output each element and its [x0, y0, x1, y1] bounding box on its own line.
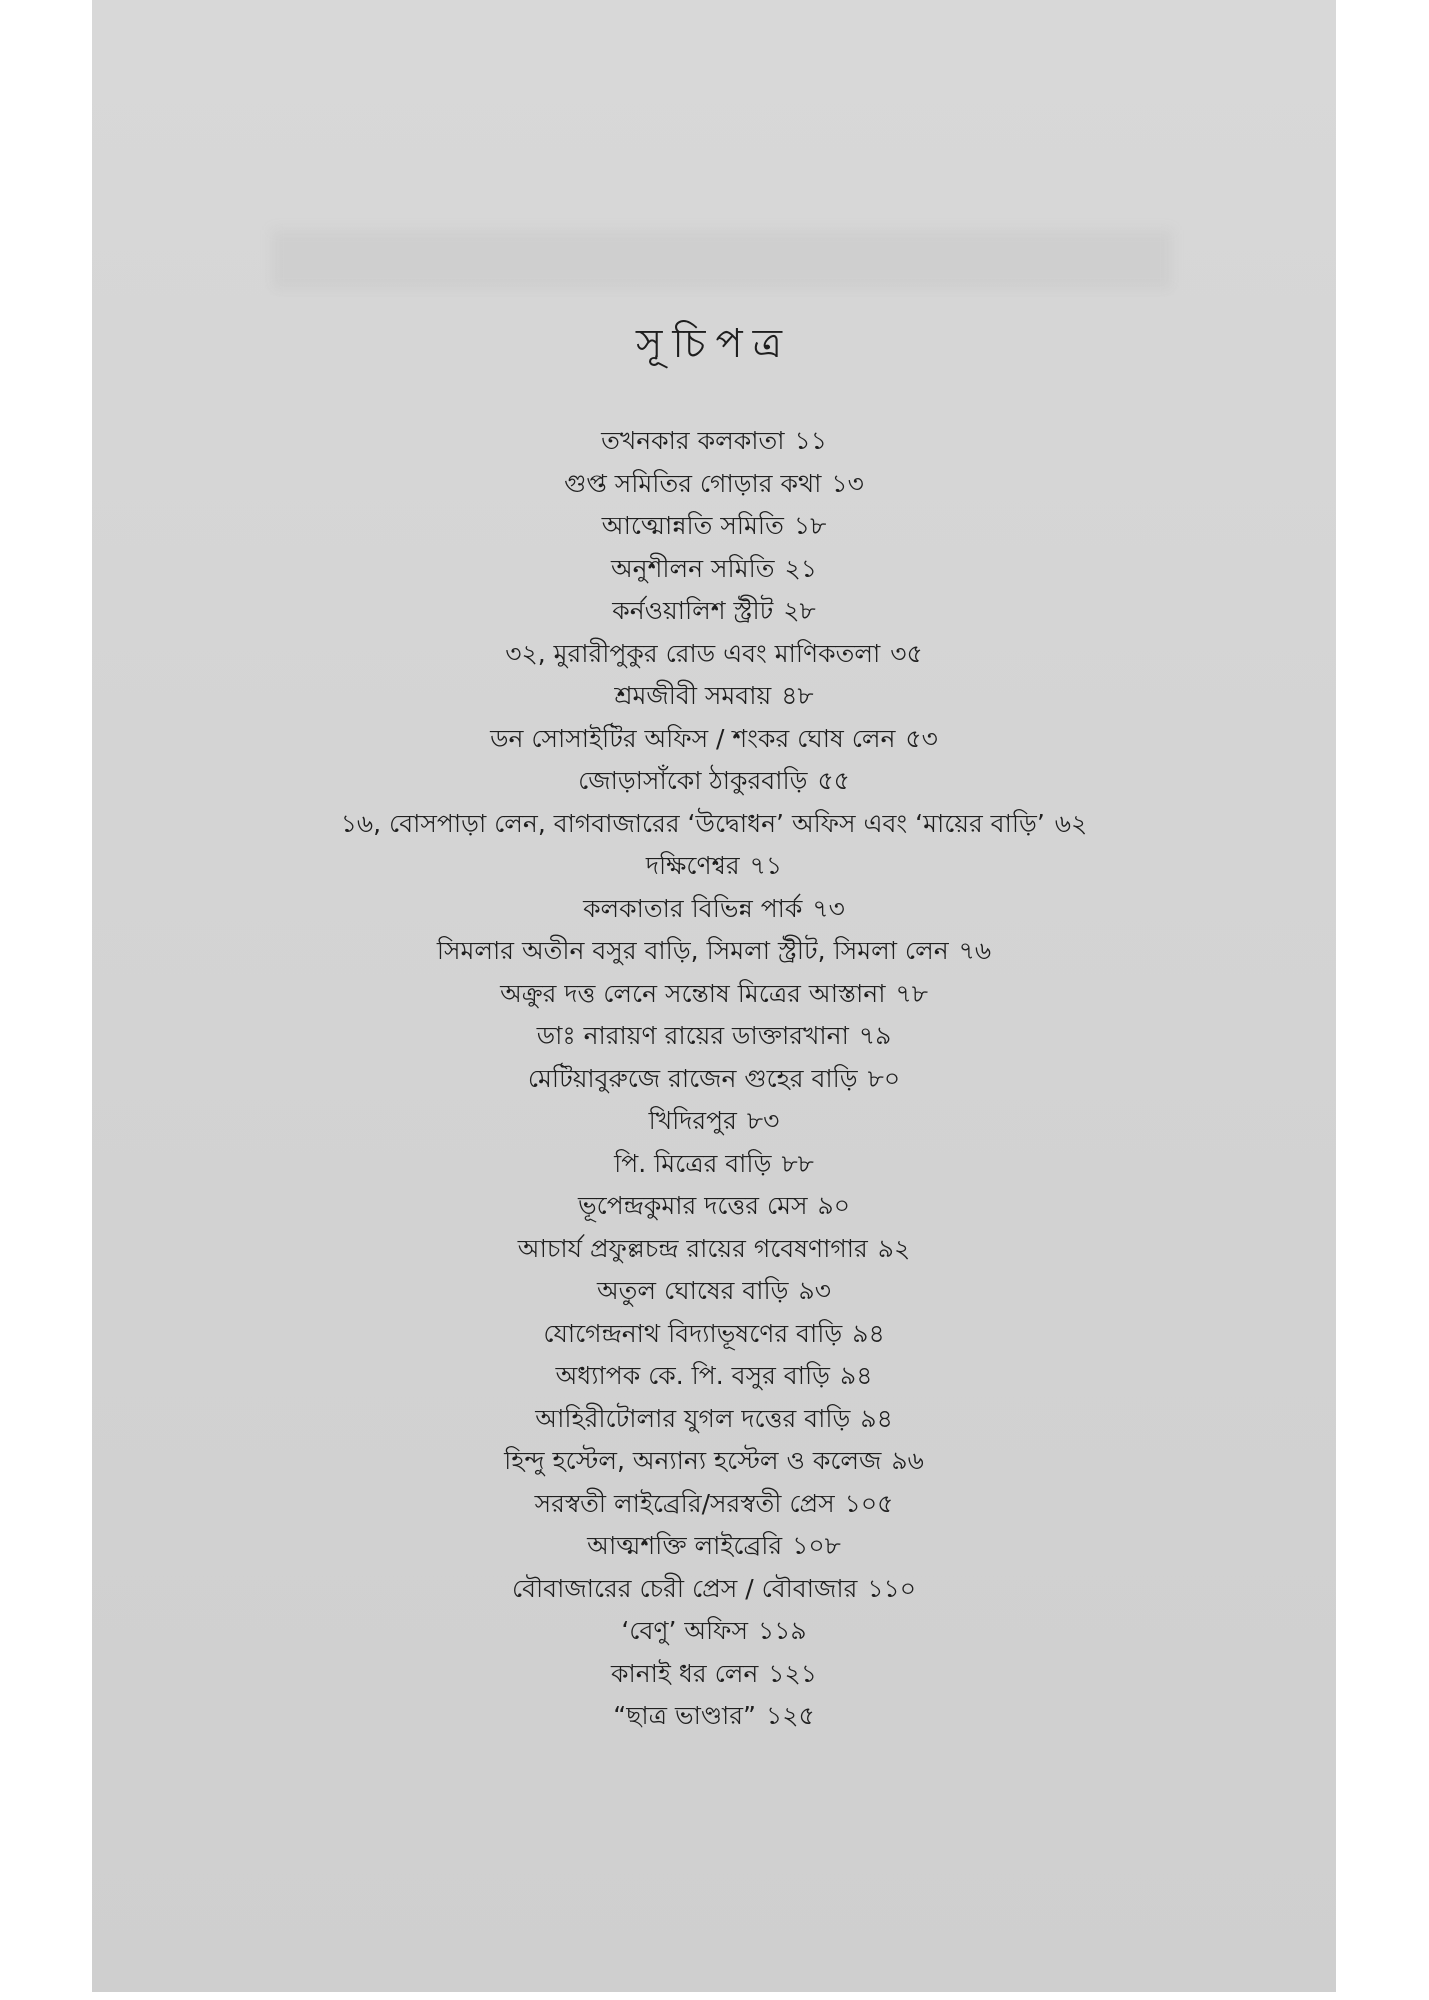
toc-entry-page-number: ৮০	[867, 1063, 901, 1093]
toc-entry-page-number: ২১	[784, 553, 817, 583]
toc-entry	[92, 1610, 1336, 1653]
toc-entry-page-number: ১২১	[768, 1658, 817, 1688]
toc-entry	[92, 675, 1336, 718]
toc-entry-title: যোগেন্দ্রনাথ বিদ্যাভূষণের বাড়ি	[543, 1318, 843, 1348]
toc-entry-title: আহিরীটোলার যুগল দত্তের বাড়ি	[535, 1403, 851, 1433]
toc-entry	[92, 1525, 1336, 1568]
toc-entry-page-number: ৯৩	[798, 1276, 831, 1305]
toc-entry-page-number: ৭৮	[895, 978, 928, 1008]
toc-entry-page-number: ৯৪	[860, 1403, 893, 1433]
toc-entry-page-number: ৭৯	[858, 1021, 892, 1050]
toc-entry	[92, 1143, 1336, 1186]
bleed-through-text	[272, 230, 1172, 290]
toc-entry	[92, 760, 1336, 803]
toc-entry	[92, 1568, 1336, 1611]
toc-entry-page-number: ১১০	[867, 1573, 917, 1603]
table-of-contents	[92, 420, 1336, 1738]
toc-entry-title: ‘বেণু’ অফিস	[621, 1616, 748, 1645]
toc-entry	[92, 1228, 1336, 1271]
toc-entry	[92, 1015, 1336, 1058]
toc-entry-page-number: ৭৩	[812, 893, 845, 923]
toc-entry	[92, 1653, 1336, 1696]
toc-entry-page-number: ৯৪	[839, 1361, 873, 1390]
toc-entry-title: ১৬, বোসপাড়া লেন, বাগবাজারের ‘উদ্বোধন’ অফিস এবং ‘মায়ের বাড়ি’	[340, 808, 1045, 838]
toc-entry-title: অনুশীলন সমিতি	[611, 553, 775, 583]
toc-entry	[92, 548, 1336, 591]
toc-entry-title: পি. মিত্রের বাড়ি	[614, 1148, 772, 1178]
toc-entry-title: ডন সোসাইটির অফিস / শংকর ঘোষ লেন	[490, 723, 896, 753]
toc-entry	[92, 973, 1336, 1016]
toc-entry-title: খিদিরপুর	[648, 1106, 737, 1135]
toc-entry-title: শ্রমজীবী সমবায়	[614, 681, 772, 710]
toc-entry	[92, 888, 1336, 931]
toc-entry-page-number: ৬২	[1054, 808, 1088, 838]
toc-entry	[92, 1058, 1336, 1101]
toc-entry-title: আত্মোন্নতি সমিতি	[601, 511, 784, 540]
toc-entry-page-number: ৪৮	[781, 681, 814, 710]
toc-entry-title: কলকাতার বিভিন্ন পার্ক	[583, 893, 803, 923]
toc-entry-title: আচার্য প্রফুল্লচন্দ্র রায়ের গবেষণাগার	[517, 1233, 868, 1263]
toc-entry	[92, 1355, 1336, 1398]
toc-entry	[92, 930, 1336, 973]
toc-entry	[92, 1440, 1336, 1483]
toc-entry	[92, 463, 1336, 506]
toc-entry-title: অতুল ঘোষের বাড়ি	[597, 1276, 789, 1305]
toc-entry-page-number: ৩৫	[890, 638, 923, 668]
toc-entry-title: সিমলার অতীন বসুর বাড়ি, সিমলা স্ট্রীট, সিমলা লেন	[436, 936, 949, 965]
toc-entry-page-number: ৮৩	[746, 1106, 780, 1135]
toc-entry-page-number: ৫৩	[905, 723, 938, 753]
toc-entry	[92, 1313, 1336, 1356]
toc-entry-page-number: ১০৮	[792, 1531, 841, 1560]
toc-entry	[92, 590, 1336, 633]
toc-entry-title: ৩২, মুরারীপুকুর রোড এবং মাণিকতলা	[505, 638, 881, 668]
toc-entry	[92, 1100, 1336, 1143]
toc-entry-page-number: ১০৫	[844, 1488, 894, 1518]
book-page	[92, 0, 1336, 1992]
toc-entry-title: ডাঃ নারায়ণ রায়ের ডাক্তারখানা	[536, 1021, 849, 1050]
toc-entry-title: কর্নওয়ালিশ স্ট্রীট	[612, 596, 774, 625]
toc-entry-page-number: ১৮	[793, 511, 827, 540]
toc-entry-title: মেটিয়াবুরুজে রাজেন গুহের বাড়ি	[527, 1063, 858, 1093]
toc-entry-page-number: ৮৮	[781, 1148, 814, 1178]
toc-entry	[92, 1398, 1336, 1441]
toc-entry-page-number: ৯৪	[852, 1318, 885, 1348]
toc-entry-title: অধ্যাপক কে. পি. বসুর বাড়ি	[555, 1361, 830, 1390]
toc-entry-page-number: ৭৬	[958, 936, 992, 965]
toc-entry-title: বৌবাজারের চেরী প্রেস / বৌবাজার	[511, 1573, 858, 1603]
toc-entry-page-number: ১২৫	[766, 1701, 815, 1730]
toc-entry	[92, 1270, 1336, 1313]
toc-entry	[92, 1695, 1336, 1738]
toc-entry-title: অক্রুর দত্ত লেনে সন্তোষ মিত্রের আস্তানা	[500, 978, 886, 1008]
toc-entry-title: আত্মশক্তি লাইব্রেরি	[587, 1531, 783, 1560]
page-title: সূচিপত্র	[636, 321, 792, 367]
toc-entry	[92, 420, 1336, 463]
toc-entry-page-number: ১১	[794, 426, 827, 455]
toc-entry	[92, 1483, 1336, 1526]
toc-entry	[92, 1185, 1336, 1228]
toc-entry	[92, 633, 1336, 676]
toc-entry-title: সরস্বতী লাইব্রেরি/সরস্বতী প্রেস	[534, 1488, 835, 1518]
toc-entry-title: কানাই ধর লেন	[611, 1658, 759, 1688]
toc-entry-page-number: ৫৫	[817, 766, 850, 795]
toc-entry-title: দক্ষিণেশ্বর	[645, 851, 740, 880]
toc-entry	[92, 505, 1336, 548]
toc-entry-title: জোড়াসাঁকো ঠাকুরবাড়ি	[578, 766, 808, 795]
toc-entry-page-number: ৯৬	[891, 1446, 924, 1475]
toc-entry	[92, 803, 1336, 846]
toc-entry-title: হিন্দু হস্টেল, অন্যান্য হস্টেল ও কলেজ	[504, 1446, 882, 1475]
toc-entry-title: “ছাত্র ভাণ্ডার”	[613, 1701, 756, 1730]
toc-entry-title: গুপ্ত সমিতির গোড়ার কথা	[564, 468, 822, 498]
toc-entry	[92, 718, 1336, 761]
toc-entry-page-number: ৯২	[877, 1233, 911, 1263]
toc-entry-page-number: ১১৯	[757, 1616, 807, 1645]
toc-entry-page-number: ২৮	[783, 596, 816, 625]
toc-entry	[92, 845, 1336, 888]
toc-entry-page-number: ১৩	[831, 468, 864, 498]
toc-entry-title: তখনকার কলকাতা	[601, 426, 785, 455]
toc-entry-page-number: ৯০	[817, 1191, 850, 1220]
toc-entry-title: ভূপেন্দ্রকুমার দত্তের মেস	[578, 1191, 808, 1220]
toc-entry-page-number: ৭১	[749, 851, 783, 880]
